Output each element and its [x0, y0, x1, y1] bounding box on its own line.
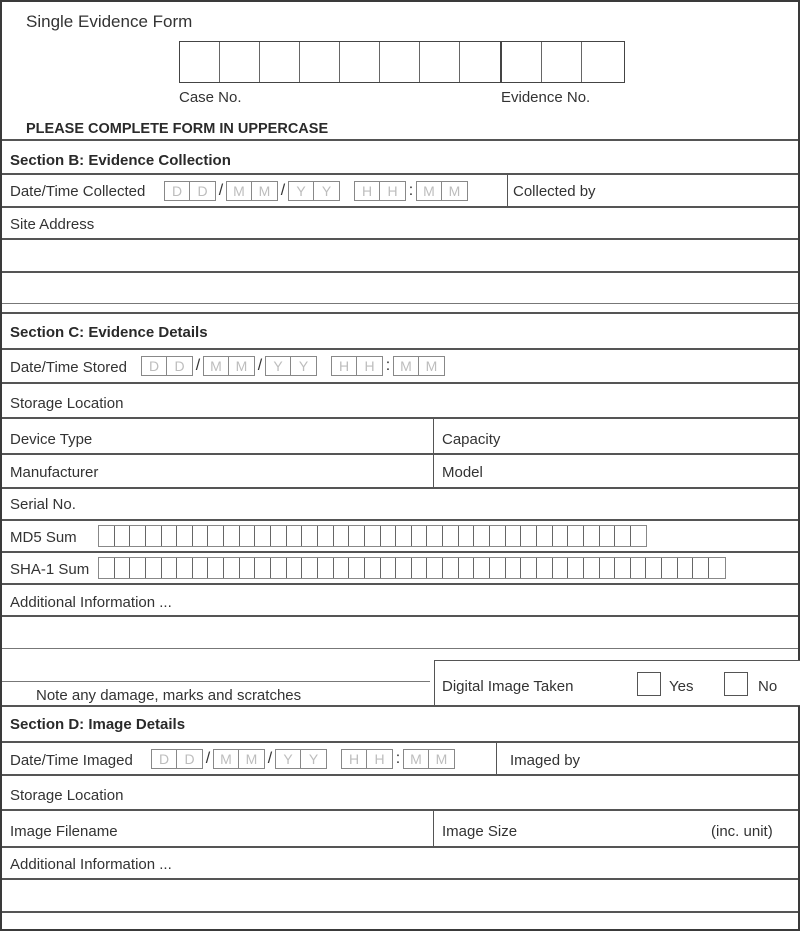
- image-storage-location-field[interactable]: Storage Location: [10, 787, 124, 804]
- character-box[interactable]: [381, 526, 397, 546]
- character-box[interactable]: [220, 42, 260, 82]
- image-size-field[interactable]: Image Size: [442, 823, 518, 840]
- manufacturer-field[interactable]: Manufacturer: [10, 464, 99, 481]
- character-box[interactable]: [460, 42, 500, 82]
- digital-image-yes-checkbox[interactable]: [637, 672, 661, 696]
- character-box[interactable]: [318, 526, 334, 546]
- hour-placeholder: H: [332, 357, 357, 375]
- minute-placeholder: M: [394, 357, 419, 375]
- divider: [2, 681, 430, 682]
- character-box[interactable]: [99, 558, 115, 578]
- character-box[interactable]: [380, 42, 420, 82]
- character-box[interactable]: [412, 558, 428, 578]
- month-input[interactable]: [226, 181, 278, 201]
- divider: [2, 303, 798, 304]
- date-time-collected-label: Date/Time Collected: [10, 183, 146, 200]
- case-number-input[interactable]: [179, 41, 501, 83]
- character-box[interactable]: [443, 526, 459, 546]
- character-box[interactable]: [537, 558, 553, 578]
- character-box[interactable]: [302, 526, 318, 546]
- character-box[interactable]: [162, 558, 178, 578]
- character-box[interactable]: [600, 526, 616, 546]
- character-box[interactable]: [615, 526, 631, 546]
- character-box[interactable]: [568, 526, 584, 546]
- character-box[interactable]: [130, 526, 146, 546]
- imaged-by-field[interactable]: Imaged by: [510, 752, 581, 769]
- minute-placeholder: M: [425, 358, 438, 374]
- character-box[interactable]: [459, 558, 475, 578]
- character-box[interactable]: [130, 558, 146, 578]
- character-box[interactable]: [208, 558, 224, 578]
- divider: [496, 742, 497, 775]
- character-box[interactable]: [506, 558, 522, 578]
- character-box[interactable]: [678, 558, 694, 578]
- character-box[interactable]: [365, 526, 381, 546]
- damage-note-label: Note any damage, marks and scratches: [36, 687, 302, 704]
- image-additional-information-line-2[interactable]: [2, 880, 798, 911]
- digital-image-taken-label: Digital Image Taken: [442, 678, 574, 695]
- year-placeholder: Y: [308, 751, 319, 767]
- character-box[interactable]: [193, 558, 209, 578]
- date-sep: /: [195, 357, 201, 374]
- site-address-line-3[interactable]: [2, 273, 798, 303]
- character-box[interactable]: [502, 42, 542, 82]
- model-field[interactable]: Model: [442, 464, 483, 481]
- character-box[interactable]: [553, 526, 569, 546]
- evidence-number-label: Evidence No.: [501, 89, 591, 106]
- md5-sum-input[interactable]: [98, 525, 647, 547]
- hour-placeholder: H: [364, 358, 375, 374]
- character-box[interactable]: [302, 558, 318, 578]
- divider: [2, 453, 798, 455]
- image-filename-field[interactable]: Image Filename: [10, 823, 118, 840]
- character-box[interactable]: [396, 526, 412, 546]
- divider: [2, 312, 798, 314]
- character-box[interactable]: [582, 42, 622, 82]
- divider: [433, 810, 434, 847]
- image-size-unit-note: (inc. unit): [711, 823, 773, 840]
- month-input[interactable]: [203, 356, 255, 376]
- divider: [507, 174, 508, 207]
- additional-information-field[interactable]: Additional Information ...: [10, 594, 172, 611]
- character-box[interactable]: [318, 558, 334, 578]
- character-box[interactable]: [115, 526, 131, 546]
- character-box[interactable]: [177, 526, 193, 546]
- day-input[interactable]: [141, 356, 193, 376]
- site-address-line-2[interactable]: [2, 240, 798, 271]
- character-box[interactable]: [255, 558, 271, 578]
- hour-placeholder: H: [374, 751, 385, 767]
- character-box[interactable]: [271, 558, 287, 578]
- character-box[interactable]: [224, 526, 240, 546]
- form-title: Single Evidence Form: [26, 12, 193, 31]
- month-placeholder: M: [227, 182, 252, 200]
- character-box[interactable]: [709, 558, 725, 578]
- year-input[interactable]: [265, 356, 317, 376]
- month-placeholder: M: [214, 750, 239, 768]
- divider: [2, 206, 798, 208]
- character-box[interactable]: [474, 558, 490, 578]
- character-box[interactable]: [490, 526, 506, 546]
- character-box[interactable]: [615, 558, 631, 578]
- day-placeholder: D: [165, 182, 190, 200]
- character-box[interactable]: [146, 558, 162, 578]
- year-input[interactable]: [288, 181, 340, 201]
- character-box[interactable]: [340, 42, 380, 82]
- character-box[interactable]: [459, 526, 475, 546]
- character-box[interactable]: [693, 558, 709, 578]
- day-input[interactable]: [151, 749, 203, 769]
- no-label: No: [758, 678, 778, 695]
- divider: [2, 417, 798, 419]
- minute-placeholder: M: [448, 183, 461, 199]
- md5-sum-label: MD5 Sum: [10, 529, 77, 546]
- character-box[interactable]: [240, 558, 256, 578]
- hour-placeholder: H: [342, 750, 367, 768]
- character-box[interactable]: [474, 526, 490, 546]
- hour-input[interactable]: [341, 749, 393, 769]
- uppercase-notice: PLEASE COMPLETE FORM IN UPPERCASE: [26, 121, 329, 137]
- evidence-number-input[interactable]: [501, 41, 625, 83]
- character-box[interactable]: [300, 42, 340, 82]
- date-sep: /: [257, 357, 263, 374]
- character-box[interactable]: [412, 526, 428, 546]
- character-box[interactable]: [255, 526, 271, 546]
- time-sep: :: [385, 357, 391, 374]
- divider: [2, 139, 798, 141]
- character-box[interactable]: [631, 558, 647, 578]
- character-box[interactable]: [334, 526, 350, 546]
- section-c-title: Section C: Evidence Details: [10, 324, 208, 341]
- year-placeholder: Y: [298, 358, 309, 374]
- month-placeholder: M: [204, 357, 229, 375]
- divider: [2, 551, 798, 553]
- hour-placeholder: H: [387, 183, 398, 199]
- character-box[interactable]: [99, 526, 115, 546]
- capacity-field[interactable]: Capacity: [442, 431, 501, 448]
- case-number-label: Case No.: [179, 89, 242, 106]
- character-box[interactable]: [334, 558, 350, 578]
- character-box[interactable]: [427, 526, 443, 546]
- divider: [2, 382, 798, 384]
- year-placeholder: Y: [289, 182, 314, 200]
- character-box[interactable]: [443, 558, 459, 578]
- character-box[interactable]: [115, 558, 131, 578]
- day-placeholder: D: [174, 358, 185, 374]
- sha1-sum-input[interactable]: [98, 557, 726, 579]
- section-d-title: Section D: Image Details: [10, 716, 186, 733]
- divider: [2, 583, 798, 585]
- character-box[interactable]: [584, 526, 600, 546]
- device-type-field[interactable]: Device Type: [10, 431, 93, 448]
- year-placeholder: Y: [321, 183, 332, 199]
- day-placeholder: D: [142, 357, 167, 375]
- character-box[interactable]: [646, 558, 662, 578]
- character-box[interactable]: [162, 526, 178, 546]
- minute-placeholder: M: [404, 750, 429, 768]
- digital-image-no-checkbox[interactable]: [724, 672, 748, 696]
- minute-input[interactable]: [393, 356, 445, 376]
- time-sep: :: [395, 750, 401, 767]
- character-box[interactable]: [662, 558, 678, 578]
- date-sep: /: [218, 182, 224, 199]
- digital-image-taken-group: [434, 660, 800, 706]
- divider: [2, 487, 798, 489]
- character-box[interactable]: [180, 42, 220, 82]
- minute-placeholder: M: [435, 751, 448, 767]
- site-address-field[interactable]: Site Address: [10, 216, 95, 233]
- date-sep: /: [280, 182, 286, 199]
- storage-location-field[interactable]: Storage Location: [10, 395, 124, 412]
- date-time-imaged-input[interactable]: [151, 749, 455, 769]
- date-time-stored-label: Date/Time Stored: [10, 359, 127, 376]
- date-sep: /: [205, 750, 211, 767]
- time-sep: :: [408, 182, 414, 199]
- date-time-collected-input[interactable]: [164, 181, 468, 201]
- divider: [2, 648, 798, 649]
- month-input[interactable]: [213, 749, 265, 769]
- divider: [2, 348, 798, 350]
- section-b-title: Section B: Evidence Collection: [10, 152, 231, 169]
- date-time-imaged-label: Date/Time Imaged: [10, 752, 133, 769]
- character-box[interactable]: [537, 526, 553, 546]
- character-box[interactable]: [427, 558, 443, 578]
- character-box[interactable]: [396, 558, 412, 578]
- day-placeholder: D: [152, 750, 177, 768]
- character-box[interactable]: [349, 526, 365, 546]
- divider: [2, 846, 798, 848]
- minute-input[interactable]: [403, 749, 455, 769]
- day-placeholder: D: [184, 751, 195, 767]
- character-box[interactable]: [208, 526, 224, 546]
- hour-input[interactable]: [331, 356, 383, 376]
- character-box[interactable]: [381, 558, 397, 578]
- character-box[interactable]: [365, 558, 381, 578]
- character-box[interactable]: [553, 558, 569, 578]
- hour-input[interactable]: [354, 181, 406, 201]
- day-placeholder: D: [197, 183, 208, 199]
- character-box[interactable]: [240, 526, 256, 546]
- character-box[interactable]: [568, 558, 584, 578]
- character-box[interactable]: [271, 526, 287, 546]
- character-box[interactable]: [584, 558, 600, 578]
- month-placeholder: M: [258, 183, 271, 199]
- character-box[interactable]: [146, 526, 162, 546]
- character-box[interactable]: [260, 42, 300, 82]
- collected-by-field[interactable]: Collected by: [513, 183, 596, 200]
- character-box[interactable]: [177, 558, 193, 578]
- image-additional-information-field[interactable]: Additional Information ...: [10, 856, 172, 873]
- month-placeholder: M: [235, 358, 248, 374]
- day-input[interactable]: [164, 181, 216, 201]
- character-box[interactable]: [600, 558, 616, 578]
- date-time-stored-input[interactable]: [141, 356, 445, 376]
- character-box[interactable]: [420, 42, 460, 82]
- date-sep: /: [267, 750, 273, 767]
- minute-input[interactable]: [416, 181, 468, 201]
- character-box[interactable]: [521, 526, 537, 546]
- divider: [2, 911, 798, 913]
- character-box[interactable]: [521, 558, 537, 578]
- hour-placeholder: H: [355, 182, 380, 200]
- year-placeholder: Y: [276, 750, 301, 768]
- character-box[interactable]: [349, 558, 365, 578]
- divider: [2, 519, 798, 521]
- character-box[interactable]: [542, 42, 582, 82]
- divider: [2, 809, 798, 811]
- yes-label: Yes: [669, 678, 694, 695]
- divider: [2, 774, 798, 776]
- character-box[interactable]: [193, 526, 209, 546]
- divider: [2, 705, 798, 707]
- character-box[interactable]: [506, 526, 522, 546]
- additional-information-line-2[interactable]: [2, 617, 798, 648]
- character-box[interactable]: [224, 558, 240, 578]
- year-placeholder: Y: [266, 357, 291, 375]
- minute-placeholder: M: [417, 182, 442, 200]
- character-box[interactable]: [287, 526, 303, 546]
- divider: [2, 173, 798, 175]
- month-placeholder: M: [245, 751, 258, 767]
- character-box[interactable]: [490, 558, 506, 578]
- serial-number-field[interactable]: Serial No.: [10, 496, 76, 513]
- sha1-sum-label: SHA-1 Sum: [10, 561, 90, 578]
- character-box[interactable]: [631, 526, 647, 546]
- year-input[interactable]: [275, 749, 327, 769]
- divider: [2, 741, 798, 743]
- character-box[interactable]: [287, 558, 303, 578]
